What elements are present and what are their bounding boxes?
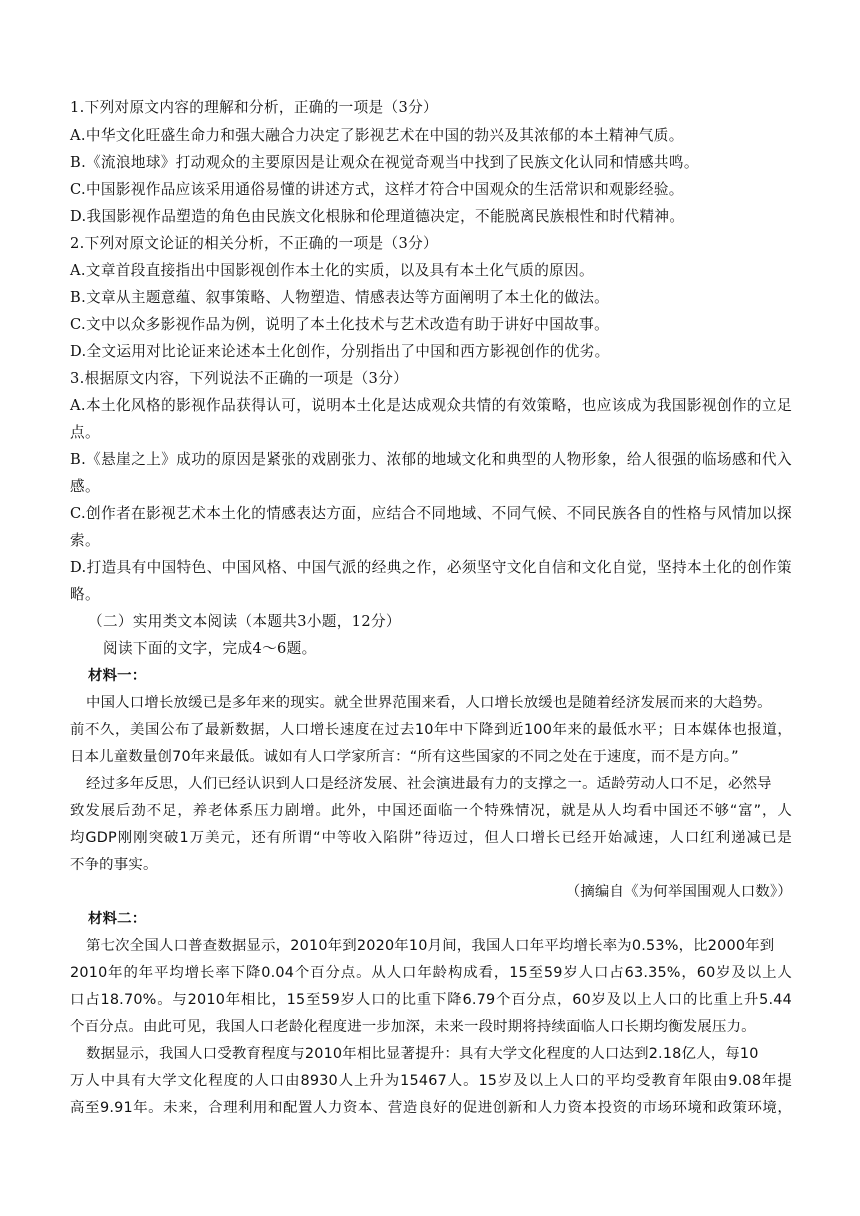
question-3-option-c-line-1: C.创作者在影视艺术本土化的情感表达方面，应结合不同地域、不同气候、不同民族各自的性格与风情加以探 xyxy=(70,505,792,522)
section-2-heading: （二）实用类文本阅读（本题共3小题，12分） xyxy=(88,613,401,630)
question-1-option-c: C.中国影视作品应该采用通俗易懂的讲述方式，这样才符合中国观众的生活常识和观影经验。 xyxy=(70,181,684,198)
material-1-paragraph-2-line-3: 均GDP刚刚突破1万美元，还有所谓“中等收入陷阱”待迈过，但人口增长已经开始减速，人口红利递减已是 xyxy=(70,830,792,846)
material-1-paragraph-2-line-4: 不争的事实。 xyxy=(70,857,158,873)
question-2-option-c: C.文中以众多影视作品为例，说明了本土化技术与艺术改造有助于讲好中国故事。 xyxy=(70,316,610,333)
question-1-stem: 1.下列对原文内容的理解和分析，正确的一项是（3分） xyxy=(70,99,438,116)
material-1-paragraph-2-line-2: 致发展后劲不足，养老体系压力剧增。此外，中国还面临一个特殊情况，就是从人均看中国还不够“富”，人 xyxy=(70,803,792,819)
material-1-paragraph-1-line-2: 前不久，美国公布了最新数据，人口增长速度在过去10年中下降到近100年来的最低水平；日本媒体也报道， xyxy=(70,722,792,738)
question-2-option-d: D.全文运用对比论证来论述本土化创作，分别指出了中国和西方影视创作的优劣。 xyxy=(70,343,610,360)
question-1-option-b: B.《流浪地球》打动观众的主要原因是让观众在视觉奇观当中找到了民族文化认同和情感共鸣。 xyxy=(70,154,699,171)
material-1-paragraph-1-line-3: 日本儿童数量创70年来最低。诚如有人口学家所言：“所有这些国家的不同之处在于速度，而不是方向。” xyxy=(70,749,739,765)
material-1-paragraph-1-line-1: 中国人口增长放缓已是多年来的现实。就全世界范围来看，人口增长放缓也是随着经济发展而来的大趋势。 xyxy=(86,695,772,711)
material-2-paragraph-2-line-1: 数据显示，我国人口受教育程度与2010年相比显著提升：具有大学文化程度的人口达到2.18亿人，每10 xyxy=(86,1046,759,1062)
question-3-option-a-line-1: A.本土化风格的影视作品获得认可，说明本土化是达成观众共情的有效策略，也应该成为我国影视创作的立足 xyxy=(70,397,792,414)
material-1-title: 材料一： xyxy=(88,668,147,684)
material-2-paragraph-2-line-3: 高至9.91年。未来，合理利用和配置人力资本、营造良好的促进创新和人力资本投资的市场环境和政策环境， xyxy=(70,1100,792,1116)
question-3-option-d-line-2: 略。 xyxy=(70,586,100,603)
material-2-paragraph-1-line-4: 个百分点。由此可见，我国人口老龄化程度进一步加深，未来一段时期将持续面临人口长期均衡发展压力。 xyxy=(70,1019,756,1035)
question-2-option-a: A.文章首段直接指出中国影视创作本土化的实质，以及具有本土化气质的原因。 xyxy=(70,262,594,279)
material-1-paragraph-2-line-1: 经过多年反思，人们已经认识到人口是经济发展、社会演进最有力的支撑之一。适龄劳动人口不足，必然导 xyxy=(86,776,772,792)
material-2-paragraph-1-line-2: 2010年的年平均增长率下降0.04个百分点。从人口年龄构成看，15至59岁人口占63.35%，60岁及以上人 xyxy=(70,965,792,981)
question-1-option-d: D.我国影视作品塑造的角色由民族文化根脉和伦理道德决定，不能脱离民族根性和时代精神。 xyxy=(70,208,685,225)
section-2-instruction: 阅读下面的文字，完成4～6题。 xyxy=(103,640,317,657)
material-2-title: 材料二： xyxy=(88,911,147,927)
question-3-stem: 3.根据原文内容，下列说法不正确的一项是（3分） xyxy=(70,370,409,387)
material-2-paragraph-1-line-1: 第七次全国人口普查数据显示，2010年到2020年10月间，我国人口年平均增长率为0.53%，比2000年到 xyxy=(86,938,775,954)
question-3-option-a-line-2: 点。 xyxy=(70,424,100,441)
question-2-option-b: B.文章从主题意蕴、叙事策略、人物塑造、情感表达等方面阐明了本土化的做法。 xyxy=(70,289,610,306)
material-1-source: （摘编自《为何举国围观人口数》） xyxy=(565,884,792,900)
material-2-paragraph-2-line-2: 万人中具有大学文化程度的人口由8930人上升为15467人。15岁及以上人口的平均受教育年限由9.08年提 xyxy=(70,1073,792,1089)
question-3-option-d-line-1: D.打造具有中国特色、中国风格、中国气派的经典之作，必须坚守文化自信和文化自觉，坚持本土化的创作策 xyxy=(70,559,792,576)
question-3-option-b-line-2: 感。 xyxy=(70,478,100,495)
question-2-stem: 2.下列对原文论证的相关分析，不正确的一项是（3分） xyxy=(70,235,438,252)
question-3-option-c-line-2: 索。 xyxy=(70,532,100,549)
question-1-option-a: A.中华文化旺盛生命力和强大融合力决定了影视艺术在中国的勃兴及其浓郁的本土精神气质。 xyxy=(70,127,684,144)
question-3-option-b-line-1: B.《悬崖之上》成功的原因是紧张的戏剧张力、浓郁的地域文化和典型的人物形象，给人很强的临场感和代入 xyxy=(70,451,792,468)
material-2-paragraph-1-line-3: 口占18.70%。与2010年相比，15至59岁人口的比重下降6.79个百分点，60岁及以上人口的比重上升5.44 xyxy=(70,992,792,1008)
